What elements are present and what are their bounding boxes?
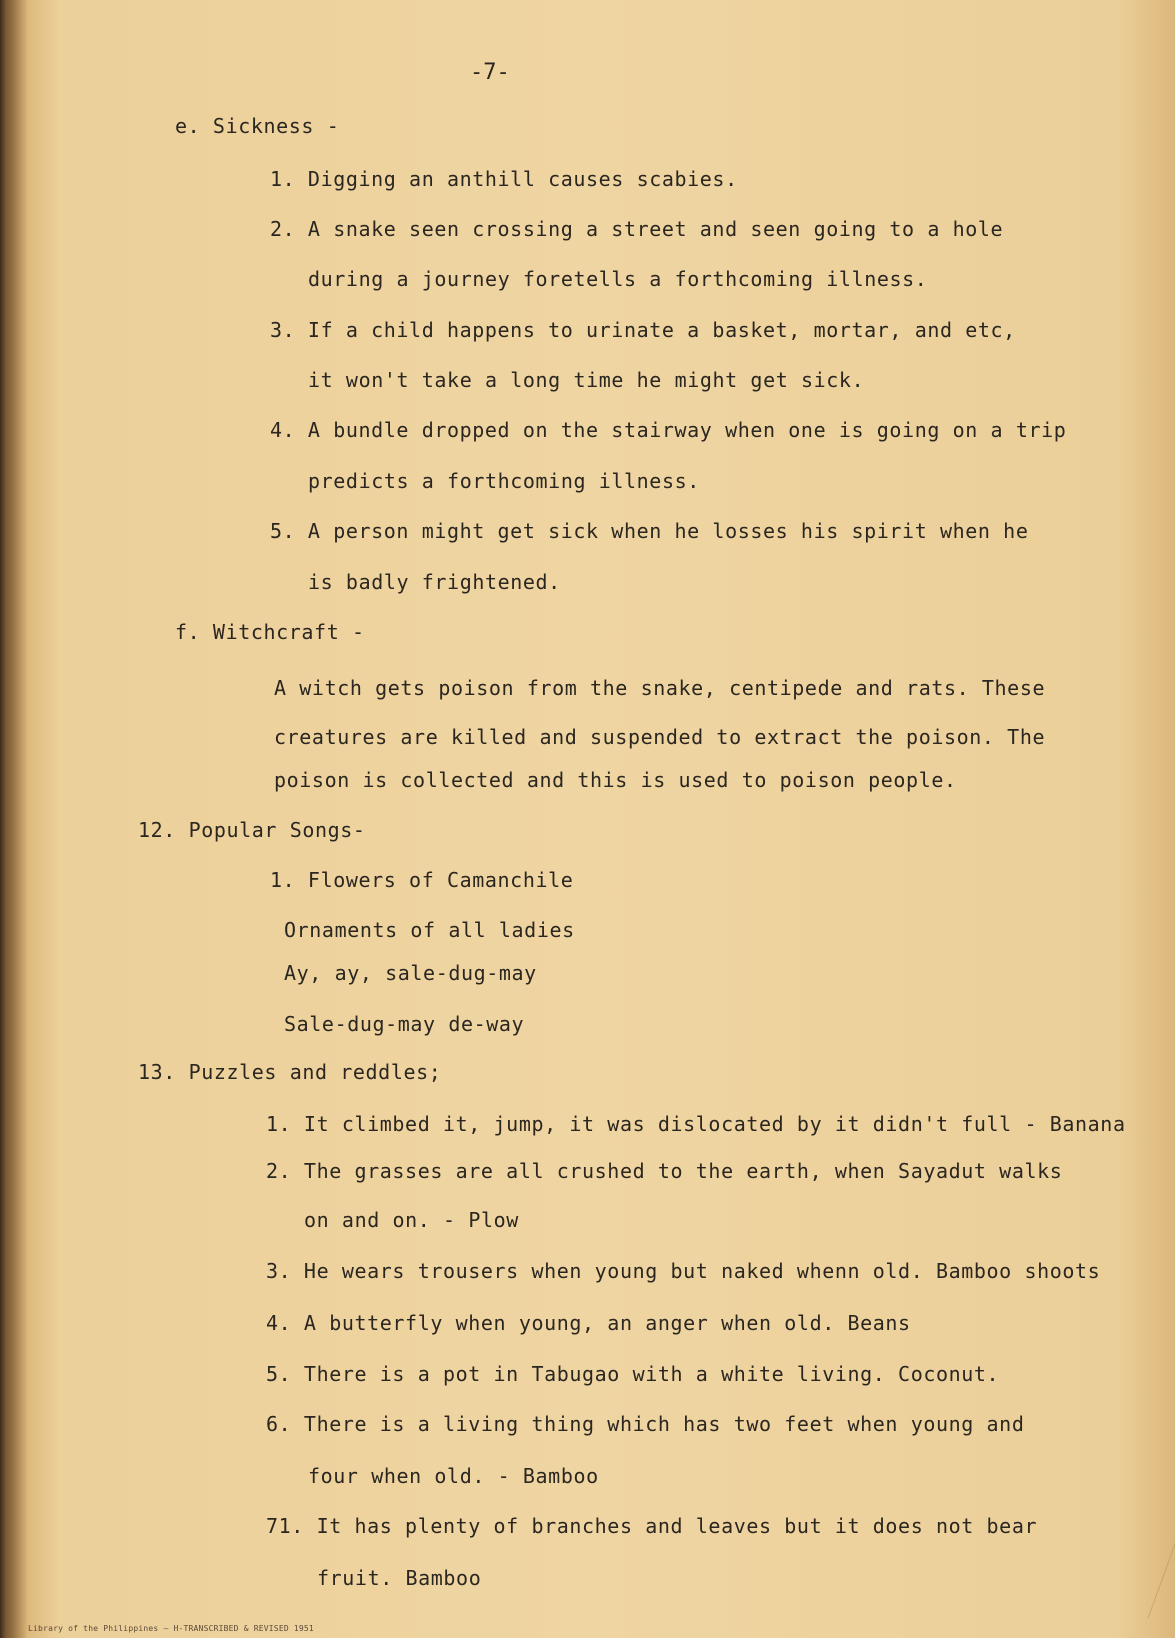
text-line: 3. If a child happens to urinate a basket, mortar, and etc, bbox=[270, 318, 1016, 342]
binding-shadow bbox=[0, 0, 28, 1638]
section-heading-puzzles: 13. Puzzles and reddles; bbox=[138, 1060, 442, 1084]
text-line: is badly frightened. bbox=[308, 570, 561, 594]
text-line: 1. Flowers of Camanchile bbox=[270, 868, 574, 892]
text-line: 4. A butterfly when young, an anger when old. Beans bbox=[266, 1311, 911, 1335]
text-line: Sale-dug-may de-way bbox=[284, 1012, 525, 1036]
section-heading-songs: 12. Popular Songs- bbox=[138, 818, 366, 842]
section-heading-witchcraft: f. Witchcraft - bbox=[175, 620, 365, 644]
text-line: poison is collected and this is used to poison people. bbox=[274, 768, 957, 792]
text-line: creatures are killed and suspended to extract the poison. The bbox=[274, 725, 1046, 749]
text-line: A witch gets poison from the snake, centipede and rats. These bbox=[274, 676, 1046, 700]
text-line: 6. There is a living thing which has two feet when young and bbox=[266, 1412, 1025, 1436]
text-line: predicts a forthcoming illness. bbox=[308, 469, 700, 493]
text-line: 5. There is a pot in Tabugao with a white living. Coconut. bbox=[266, 1362, 1000, 1386]
text-line: 2. The grasses are all crushed to the earth, when Sayadut walks bbox=[266, 1159, 1063, 1183]
text-line: 4. A bundle dropped on the stairway when one is going on a trip bbox=[270, 418, 1067, 442]
text-line: during a journey foretells a forthcoming illness. bbox=[308, 267, 928, 291]
text-line: 1. It climbed it, jump, it was dislocated by it didn't full - Banana bbox=[266, 1112, 1126, 1136]
corner-fold-mark bbox=[1118, 1528, 1175, 1618]
text-line: fruit. Bamboo bbox=[317, 1566, 482, 1590]
text-line: Ornaments of all ladies bbox=[284, 918, 575, 942]
section-heading-sickness: e. Sickness - bbox=[175, 114, 340, 138]
page-number: -7- bbox=[470, 60, 510, 85]
text-line: 1. Digging an anthill causes scabies. bbox=[270, 167, 738, 191]
archive-footer: Library of the Philippines — H-TRANSCRIBED & REVISED 1951 bbox=[28, 1624, 314, 1633]
text-line: Ay, ay, sale-dug-may bbox=[284, 961, 537, 985]
text-line: it won't take a long time he might get sick. bbox=[308, 368, 865, 392]
text-line: four when old. - Bamboo bbox=[308, 1464, 599, 1488]
text-line: on and on. - Plow bbox=[304, 1208, 519, 1232]
text-line: 3. He wears trousers when young but naked whenn old. Bamboo shoots bbox=[266, 1259, 1101, 1283]
text-line: 2. A snake seen crossing a street and seen going to a hole bbox=[270, 217, 1004, 241]
text-line: 5. A person might get sick when he losses his spirit when he bbox=[270, 519, 1029, 543]
text-line: 71. It has plenty of branches and leaves but it does not bear bbox=[266, 1514, 1038, 1538]
